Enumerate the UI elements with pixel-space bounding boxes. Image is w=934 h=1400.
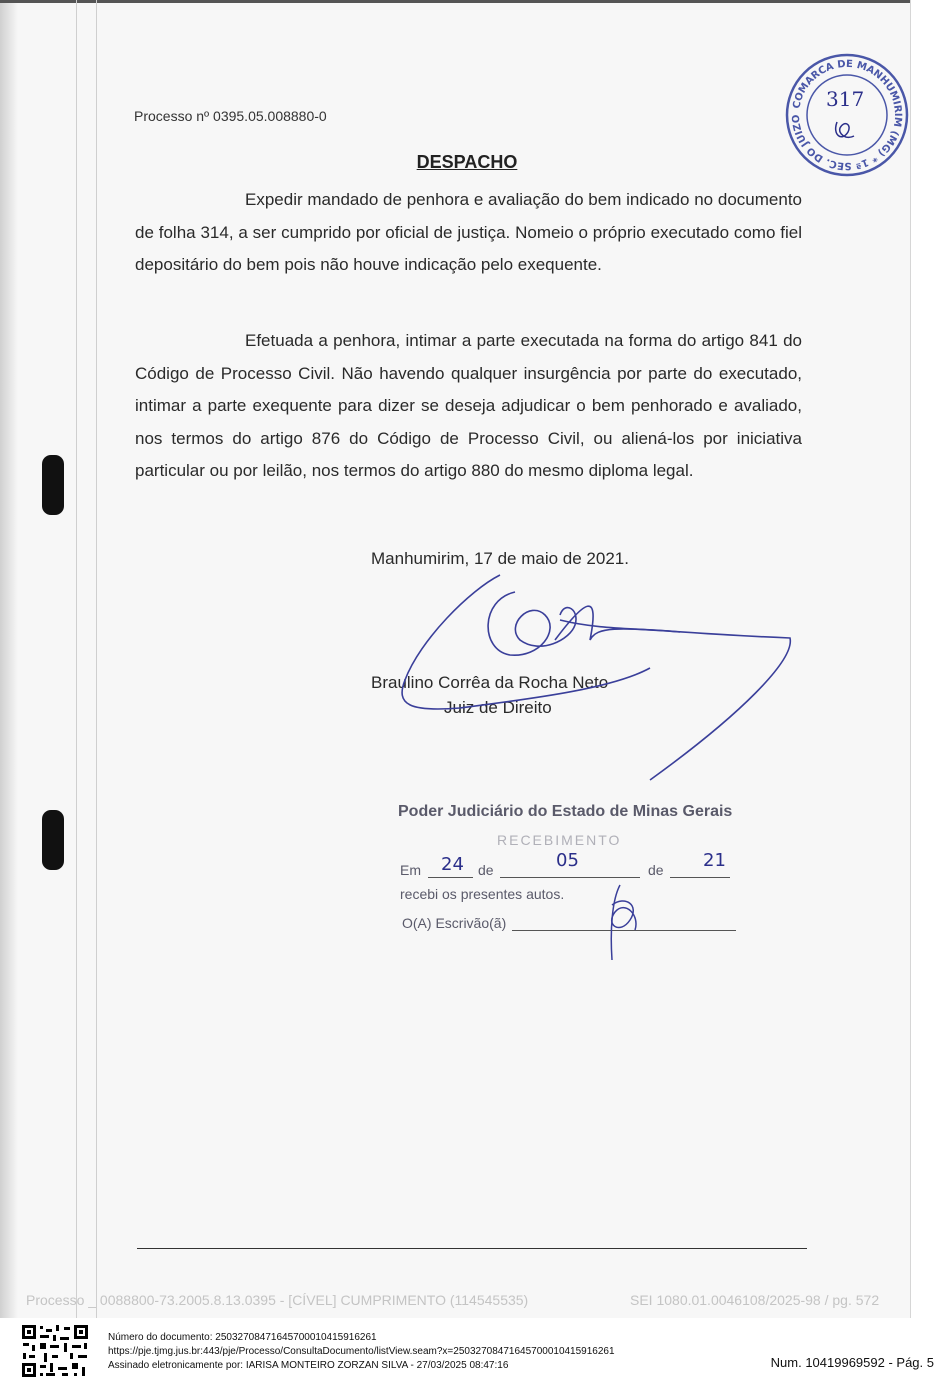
stamp-title: Poder Judiciário do Estado de Minas Gerais: [398, 803, 733, 820]
seal-text: COMARCA DE MANHUMIRIM (MG) * 1ª SEC. DO JUIZO: [790, 58, 904, 172]
paragraph-1: Expedir mandado de penhora e avaliação do bem indicado no documento de folha 314, a ser cumprido por oficial de justiça. Nomeio o próprio executado como fiel depositário do bem pois não houve indicação pelo exequente.: [135, 190, 802, 274]
stamp-day: 24: [441, 854, 464, 875]
seal-page-number: 317: [826, 87, 865, 111]
stamp-em: Em: [400, 862, 421, 878]
watermark-process: Processo _ 0088800-73.2005.8.13.0395 - [CÍVEL] CUMPRIMENTO (114545535): [26, 1292, 529, 1308]
footer-page-info: Num. 10419969592 - Pág. 5: [770, 1355, 934, 1370]
place-date: Manhumirim, 17 de maio de 2021.: [371, 549, 629, 568]
document-title: DESPACHO: [416, 152, 518, 172]
stamp-de-2: de: [648, 862, 664, 878]
bottom-rule: [137, 1248, 807, 1249]
stamp-month: 05: [556, 850, 579, 871]
footer-signed-by: Assinado eletronicamente por: IARISA MONTEIRO ZORZAN SILVA - 27/03/2025 08:47:16: [108, 1360, 509, 1371]
stamp-subtitle: RECEBIMENTO: [497, 832, 622, 848]
stamp-de: de: [478, 862, 494, 878]
qr-code: [20, 1323, 90, 1379]
court-seal: [782, 50, 912, 180]
signer-role: Juiz de Direito: [444, 698, 552, 717]
watermark-sei: SEI 1080.01.0046108/2025-98 / pg. 572: [630, 1292, 880, 1308]
stamp-year: 21: [703, 850, 726, 871]
stamp-received: recebi os presentes autos.: [400, 886, 565, 902]
stamp-clerk: O(A) Escrivão(ã): [402, 915, 507, 931]
footer-url[interactable]: https://pje.tjmg.jus.br:443/pje/Processo/ConsultaDocumento/listView.seam?x=25032708471645700010415916261: [108, 1346, 615, 1357]
signer-name: Braulino Corrêa da Rocha Neto: [371, 673, 609, 692]
process-number: Processo nº 0395.05.008880-0: [134, 108, 327, 124]
footer-doc-number: Número do documento: 25032708471645700010415916261: [108, 1332, 377, 1343]
paragraph-2: Efetuada a penhora, intimar a parte executada na forma do artigo 841 do Código de Processo Civil. Não havendo qualquer insurgência por parte do executado, intimar a parte exequente para dizer se deseja adjudicar o bem penhorado e avaliado, nos termos do artigo 876 do Código de Processo Civil, ou aliená-los por iniciativa particular ou por leilão, nos termos do artigo 880 do mesmo diploma legal.: [135, 331, 802, 480]
